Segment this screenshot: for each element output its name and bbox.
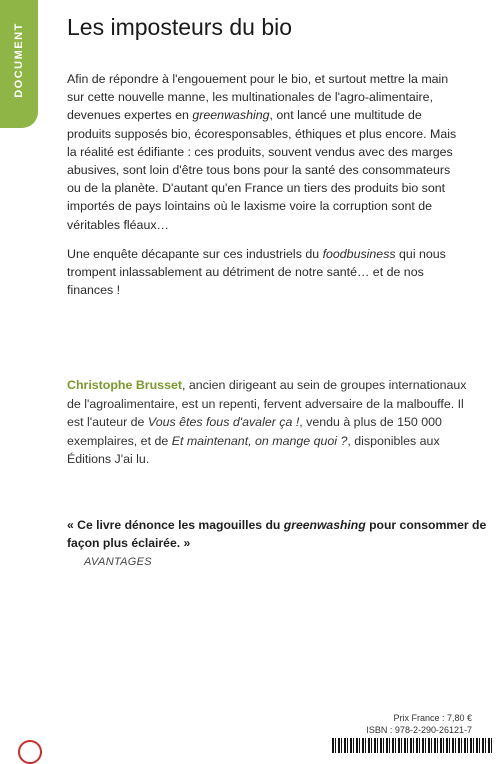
document-tab bbox=[0, 0, 38, 128]
quote-text: pour consommer de façon plus éclairée. » bbox=[67, 518, 487, 550]
barcode bbox=[332, 738, 492, 753]
blurb-emphasis: foodbusiness bbox=[322, 246, 396, 261]
book-title-1: Vous êtes fous d'avaler ça ! bbox=[147, 415, 300, 429]
author-text: , ancien dirigeant au sein de groupes internationaux de l'agroalimentaire, est un repenti, fervent adversaire de la malbouffe. Il est l'auteur de bbox=[67, 378, 467, 429]
author-text: , vendu à plus de 150 000 exemplaires, et de bbox=[67, 415, 442, 448]
press-quote bbox=[67, 517, 487, 552]
quote-emphasis: greenwashing bbox=[283, 518, 366, 532]
author-bio bbox=[67, 376, 467, 469]
blurb-text: , ont lancé une multitude de produits supposés bio, écoresponsables, éthiques et plus encore. Mais la réalité est édifiante : ces produits, souvent vendus avec des marges abusives, sont loin d'être tous bons pour la santé des consommateurs ou de la planète. D'autant qu'en France un tiers des produits bio sont importés de pays lointains où le laxisme voire la corruption sont de véritables fléaux… bbox=[67, 108, 457, 232]
author-name: Christophe Brusset bbox=[67, 378, 182, 392]
blurb-paragraph-1 bbox=[67, 70, 467, 234]
publisher-logo-icon bbox=[18, 740, 42, 764]
blurb-text: qui nous trompent inlassablement au détriment de notre santé… et de nos finances ! bbox=[67, 246, 446, 298]
document-tab-label: DOCUMENT bbox=[13, 22, 25, 98]
book-title-2: Et maintenant, on mange quoi ? bbox=[171, 433, 348, 448]
blurb-text: Une enquête décapante sur ces industriels du bbox=[67, 246, 323, 261]
book-title: Les imposteurs du bio bbox=[67, 14, 293, 40]
isbn-label: ISBN : 978-2-290-26121-7 bbox=[366, 725, 472, 735]
quote-source: AVANTAGES bbox=[84, 556, 152, 568]
price-label: Prix France : 7,80 € bbox=[393, 713, 472, 723]
quote-text: « Ce livre dénonce les magouilles du bbox=[67, 518, 284, 532]
price-block bbox=[366, 712, 472, 736]
blurb bbox=[67, 70, 467, 310]
blurb-text: Afin de répondre à l'engouement pour le bio, et surtout mettre la main sur cette nouvelle manne, les multinationales de l'agro-alimentaire, devenues expertes en bbox=[67, 72, 449, 123]
author-text: , disponibles aux Éditions J'ai lu. bbox=[67, 433, 440, 466]
blurb-emphasis: greenwashing bbox=[192, 108, 270, 123]
blurb-paragraph-2 bbox=[67, 245, 467, 300]
